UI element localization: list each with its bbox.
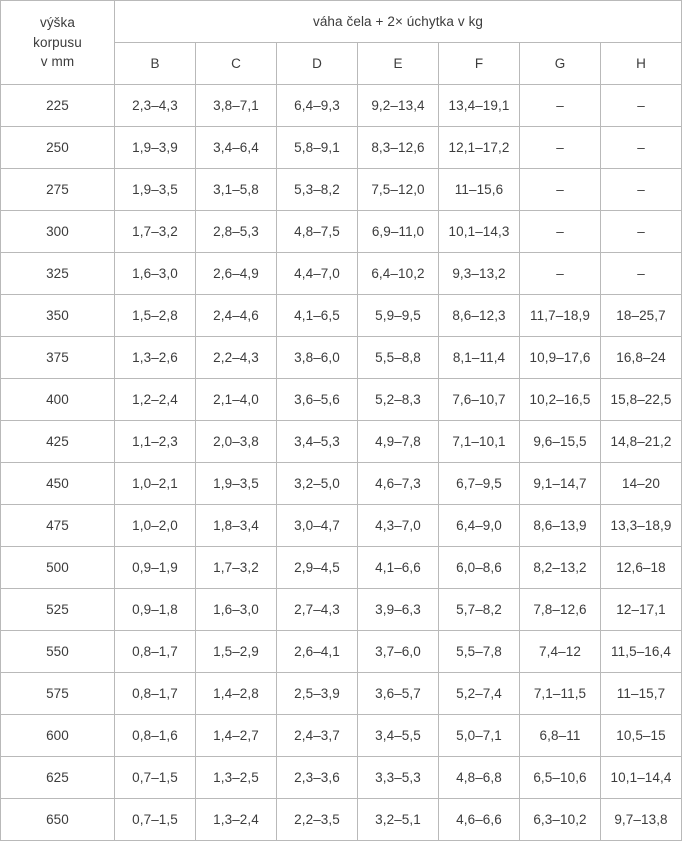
table-cell: 4,3–7,0: [358, 505, 439, 547]
table-row: [1, 127, 682, 169]
table-row: [1, 253, 682, 295]
table-cell: 4,9–7,8: [358, 421, 439, 463]
table-cell: 1,3–2,5: [196, 757, 277, 799]
table-cell: 3,3–5,3: [358, 757, 439, 799]
table-cell: 3,4–5,3: [277, 421, 358, 463]
table-cell: 8,3–12,6: [358, 127, 439, 169]
table-cell: 6,3–10,2: [520, 799, 601, 841]
table-cell: 6,4–9,3: [277, 85, 358, 127]
table-cell: 1,1–2,3: [115, 421, 196, 463]
table-row: [1, 295, 682, 337]
table-cell: 5,8–9,1: [277, 127, 358, 169]
table-cell: 6,8–11: [520, 715, 601, 757]
table-cell: 7,6–10,7: [439, 379, 520, 421]
table-cell: 4,8–6,8: [439, 757, 520, 799]
table-cell: 3,0–4,7: [277, 505, 358, 547]
table-cell: 2,9–4,5: [277, 547, 358, 589]
table-cell: 10,1–14,3: [439, 211, 520, 253]
table-row: [1, 757, 682, 799]
table-cell: 2,5–3,9: [277, 673, 358, 715]
table-cell: 9,6–15,5: [520, 421, 601, 463]
table-cell: –: [601, 127, 682, 169]
table-cell: –: [520, 85, 601, 127]
table-cell: –: [601, 169, 682, 211]
row-height-label: 525: [1, 589, 115, 631]
table-cell: 1,6–3,0: [196, 589, 277, 631]
table-cell: 3,6–5,6: [277, 379, 358, 421]
table-cell: 2,0–3,8: [196, 421, 277, 463]
table-cell: 9,1–14,7: [520, 463, 601, 505]
table-cell: 4,6–7,3: [358, 463, 439, 505]
row-height-label: 600: [1, 715, 115, 757]
table-cell: 3,7–6,0: [358, 631, 439, 673]
row-height-label: 350: [1, 295, 115, 337]
column-header-h: H: [601, 43, 682, 85]
table-cell: 1,3–2,4: [196, 799, 277, 841]
column-header-e: E: [358, 43, 439, 85]
table-cell: 3,9–6,3: [358, 589, 439, 631]
table-cell: 9,7–13,8: [601, 799, 682, 841]
table-cell: 5,5–7,8: [439, 631, 520, 673]
table-cell: 2,1–4,0: [196, 379, 277, 421]
table-cell: 10,5–15: [601, 715, 682, 757]
row-height-label: 300: [1, 211, 115, 253]
table-cell: 1,5–2,9: [196, 631, 277, 673]
table-cell: 2,6–4,1: [277, 631, 358, 673]
table-cell: 11–15,7: [601, 673, 682, 715]
table-cell: 1,5–2,8: [115, 295, 196, 337]
table-cell: 7,8–12,6: [520, 589, 601, 631]
table-cell: 7,1–10,1: [439, 421, 520, 463]
table-cell: 6,5–10,6: [520, 757, 601, 799]
table-cell: 0,9–1,8: [115, 589, 196, 631]
table-cell: 2,4–4,6: [196, 295, 277, 337]
table-cell: 5,3–8,2: [277, 169, 358, 211]
row-height-label: 400: [1, 379, 115, 421]
table-row: [1, 421, 682, 463]
row-height-label: 550: [1, 631, 115, 673]
table-cell: 1,9–3,5: [115, 169, 196, 211]
table-cell: 12,6–18: [601, 547, 682, 589]
table-cell: 2,7–4,3: [277, 589, 358, 631]
table-cell: 1,7–3,2: [115, 211, 196, 253]
row-height-label: 500: [1, 547, 115, 589]
table-cell: 0,8–1,6: [115, 715, 196, 757]
table-cell: 4,1–6,6: [358, 547, 439, 589]
table-cell: 10,9–17,6: [520, 337, 601, 379]
table-row: [1, 463, 682, 505]
table-cell: 18–25,7: [601, 295, 682, 337]
table-cell: 4,1–6,5: [277, 295, 358, 337]
row-height-label: 225: [1, 85, 115, 127]
table-cell: 12,1–17,2: [439, 127, 520, 169]
table-cell: 0,8–1,7: [115, 631, 196, 673]
table-cell: 1,9–3,5: [196, 463, 277, 505]
table-cell: 12–17,1: [601, 589, 682, 631]
table-cell: 11–15,6: [439, 169, 520, 211]
table-cell: –: [520, 169, 601, 211]
table-row: [1, 547, 682, 589]
column-header-b: B: [115, 43, 196, 85]
table-cell: 1,4–2,7: [196, 715, 277, 757]
table-cell: 1,7–3,2: [196, 547, 277, 589]
table-cell: 6,4–9,0: [439, 505, 520, 547]
table-cell: 3,4–5,5: [358, 715, 439, 757]
table-row: [1, 673, 682, 715]
table-cell: –: [520, 127, 601, 169]
table-cell: 3,1–5,8: [196, 169, 277, 211]
table-cell: 13,4–19,1: [439, 85, 520, 127]
table-cell: 6,9–11,0: [358, 211, 439, 253]
corner-header-line-3: v mm: [40, 54, 75, 70]
table-cell: 2,3–3,6: [277, 757, 358, 799]
table-row: [1, 715, 682, 757]
table-cell: 3,8–7,1: [196, 85, 277, 127]
table-cell: 14–20: [601, 463, 682, 505]
table-cell: 8,1–11,4: [439, 337, 520, 379]
table-cell: 7,1–11,5: [520, 673, 601, 715]
table-cell: 3,2–5,1: [358, 799, 439, 841]
table-cell: 10,2–16,5: [520, 379, 601, 421]
corner-header-line-2: korpusu: [33, 34, 82, 50]
table-cell: 0,7–1,5: [115, 799, 196, 841]
table-cell: 5,2–8,3: [358, 379, 439, 421]
table-row: [1, 799, 682, 841]
table-cell: 16,8–24: [601, 337, 682, 379]
table-row: [1, 589, 682, 631]
column-header-c: C: [196, 43, 277, 85]
table-cell: 4,8–7,5: [277, 211, 358, 253]
table-cell: 4,6–6,6: [439, 799, 520, 841]
table-cell: –: [601, 211, 682, 253]
table-cell: 3,2–5,0: [277, 463, 358, 505]
row-height-label: 650: [1, 799, 115, 841]
table-cell: 1,0–2,1: [115, 463, 196, 505]
table-cell: 4,4–7,0: [277, 253, 358, 295]
table-cell: 0,7–1,5: [115, 757, 196, 799]
row-height-label: 375: [1, 337, 115, 379]
table-cell: 7,5–12,0: [358, 169, 439, 211]
column-header-d: D: [277, 43, 358, 85]
table-cell: 8,2–13,2: [520, 547, 601, 589]
table-cell: 7,4–12: [520, 631, 601, 673]
table-cell: –: [601, 253, 682, 295]
table-row: [1, 505, 682, 547]
table-cell: 6,0–8,6: [439, 547, 520, 589]
table-cell: 3,4–6,4: [196, 127, 277, 169]
corner-header: [1, 1, 115, 85]
table-row: [1, 379, 682, 421]
table-cell: 14,8–21,2: [601, 421, 682, 463]
table-row: [1, 631, 682, 673]
table-cell: 1,9–3,9: [115, 127, 196, 169]
row-height-label: 625: [1, 757, 115, 799]
table-cell: 11,5–16,4: [601, 631, 682, 673]
table-cell: 1,3–2,6: [115, 337, 196, 379]
table-cell: –: [520, 211, 601, 253]
table-cell: –: [601, 85, 682, 127]
corner-header-line-1: výška: [39, 15, 75, 31]
table-row: [1, 337, 682, 379]
table-cell: 1,6–3,0: [115, 253, 196, 295]
row-height-label: 475: [1, 505, 115, 547]
table-cell: 3,8–6,0: [277, 337, 358, 379]
table-cell: 0,8–1,7: [115, 673, 196, 715]
group-header: váha čela + 2× úchytka v kg: [115, 1, 682, 43]
table-cell: 0,9–1,9: [115, 547, 196, 589]
table-cell: 2,8–5,3: [196, 211, 277, 253]
table-cell: 1,2–2,4: [115, 379, 196, 421]
table-row: [1, 169, 682, 211]
table-header-row-group: [1, 1, 682, 43]
table-cell: 9,3–13,2: [439, 253, 520, 295]
table-cell: 1,4–2,8: [196, 673, 277, 715]
table-cell: 6,7–9,5: [439, 463, 520, 505]
table-cell: 2,6–4,9: [196, 253, 277, 295]
table-cell: 5,0–7,1: [439, 715, 520, 757]
table-cell: 5,7–8,2: [439, 589, 520, 631]
table-row: [1, 211, 682, 253]
table-cell: 2,3–4,3: [115, 85, 196, 127]
row-height-label: 575: [1, 673, 115, 715]
table-cell: 5,2–7,4: [439, 673, 520, 715]
table-cell: 8,6–12,3: [439, 295, 520, 337]
table-cell: 1,0–2,0: [115, 505, 196, 547]
table-cell: 8,6–13,9: [520, 505, 601, 547]
table-cell: –: [520, 253, 601, 295]
row-height-label: 450: [1, 463, 115, 505]
table-cell: 11,7–18,9: [520, 295, 601, 337]
row-height-label: 425: [1, 421, 115, 463]
table-cell: 15,8–22,5: [601, 379, 682, 421]
column-header-g: G: [520, 43, 601, 85]
table-cell: 10,1–14,4: [601, 757, 682, 799]
table-cell: 1,8–3,4: [196, 505, 277, 547]
table-cell: 2,2–3,5: [277, 799, 358, 841]
row-height-label: 325: [1, 253, 115, 295]
column-header-f: F: [439, 43, 520, 85]
table-row: [1, 85, 682, 127]
table-cell: 13,3–18,9: [601, 505, 682, 547]
row-height-label: 275: [1, 169, 115, 211]
table-cell: 5,5–8,8: [358, 337, 439, 379]
table-cell: 6,4–10,2: [358, 253, 439, 295]
table-cell: 9,2–13,4: [358, 85, 439, 127]
table-cell: 2,2–4,3: [196, 337, 277, 379]
table-cell: 3,6–5,7: [358, 673, 439, 715]
table-cell: 5,9–9,5: [358, 295, 439, 337]
row-height-label: 250: [1, 127, 115, 169]
table-cell: 2,4–3,7: [277, 715, 358, 757]
